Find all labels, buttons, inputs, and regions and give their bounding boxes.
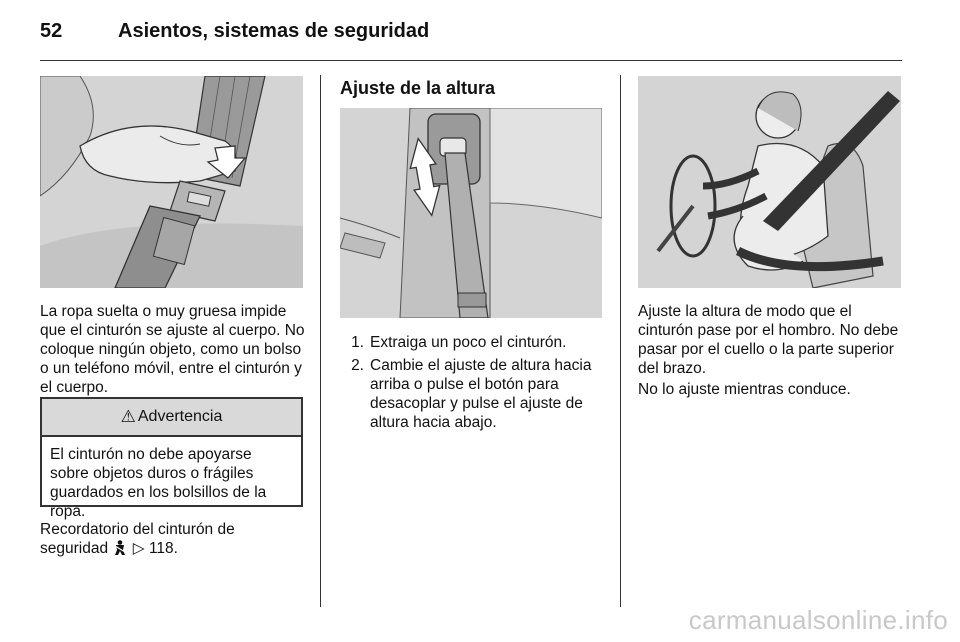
steps-list	[340, 333, 605, 436]
section-heading-ajuste: Ajuste de la altura	[340, 78, 496, 98]
step-item	[340, 333, 605, 352]
reminder-text: Recordatorio del cinturón de seguridad	[40, 521, 235, 557]
pregnant-driver-seatbelt-illustration	[638, 76, 901, 288]
col3-paragraph1-text: Ajuste la altura de modo que el cinturón pase por el hombro. No debe pasar por el cuello o la parte superior del brazo.	[638, 303, 899, 377]
warning-box	[40, 397, 303, 520]
belt-height-adjuster-illustration	[340, 108, 602, 318]
clothing-paragraph	[40, 302, 306, 397]
warning-title: Advertencia	[137, 408, 223, 425]
page-ref-icon: ▷	[132, 540, 145, 557]
reminder-paragraph	[40, 520, 306, 561]
warning-icon: ⚠	[120, 407, 136, 426]
reminder-page-ref[interactable]: 118.	[148, 540, 178, 557]
header-rule	[40, 60, 902, 61]
step-item	[340, 356, 605, 432]
column-divider-2	[620, 75, 621, 607]
clothing-paragraph-text: La ropa suelta o muy gruesa impide que el cinturón se ajuste al cuerpo. No coloque ningún objeto, como un bolso o un teléfono móvil, entre el cinturón y el cuerpo.	[40, 303, 305, 396]
page-title: Asientos, sistemas de seguridad	[118, 20, 430, 42]
page-number: 52	[40, 20, 63, 42]
step-text: Extraiga un poco el cinturón.	[370, 334, 567, 351]
watermark: carmanualsonline.info	[688, 605, 948, 635]
column-divider-1	[320, 75, 321, 607]
col3-paragraph2-text: No lo ajuste mientras conduce.	[638, 381, 851, 398]
col3-paragraph2	[638, 380, 904, 399]
step-text: Cambie el ajuste de altura hacia arriba o pulse el botón para desacoplar y pulse el ajuste de altura hacia abajo.	[370, 357, 592, 431]
step-number: 1.	[351, 334, 364, 351]
seatbelt-buckle-illustration	[40, 76, 303, 288]
warning-text: El cinturón no debe apoyarse sobre objetos duros o frágiles guardados en los bolsillos de la ropa.	[50, 446, 267, 520]
col3-paragraph1	[638, 302, 904, 378]
seatbelt-reminder-icon	[114, 540, 126, 561]
step-number: 2.	[351, 357, 364, 374]
warning-header	[42, 399, 301, 437]
